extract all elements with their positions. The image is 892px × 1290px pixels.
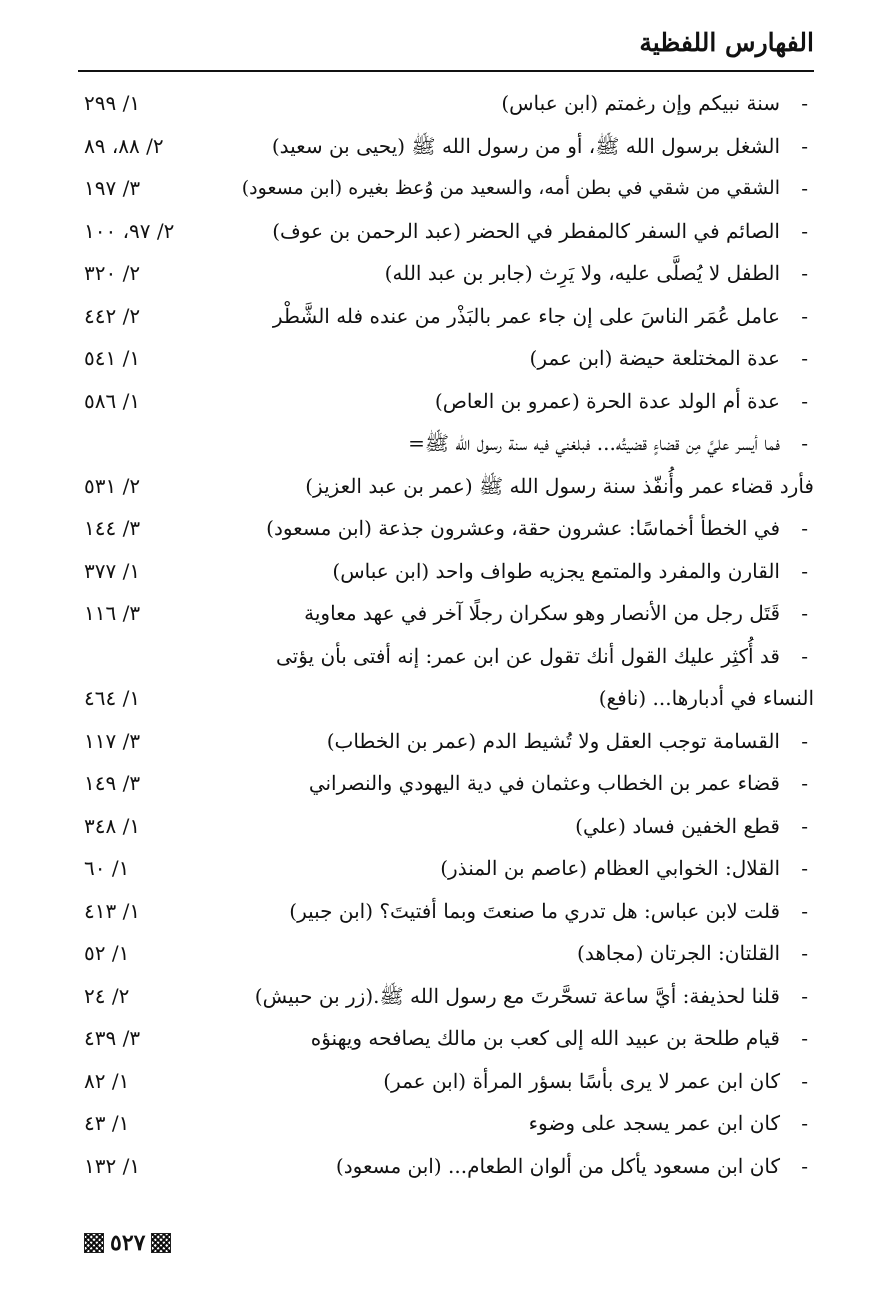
entry-reference: ١/ ٤٣ <box>84 1111 130 1135</box>
entry-reference: ٢/ ٩٧، ١٠٠ <box>84 218 175 243</box>
entry-reference: ١/ ٢٩٩ <box>84 91 141 115</box>
entry-dash: - <box>801 91 808 115</box>
entry-text: كان ابن مسعود يأكل من ألوان الطعام... (ابن مسعود) <box>335 1153 780 1178</box>
index-entry <box>78 677 814 720</box>
entry-reference: ١/ ٥٢ <box>84 941 130 965</box>
entry-text: الشقي من شقي في بطن أمه، والسعيد من وُعظ بغيره (ابن مسعود) <box>241 177 780 199</box>
entry-dash: - <box>801 771 808 795</box>
entry-reference: ٣/ ٤٣٩ <box>84 1026 141 1050</box>
entry-text: في الخطأ أخماسًا: عشرون حقة، وعشرون جذعة (ابن مسعود) <box>266 516 780 540</box>
entry-reference: ١/ ٣٧٧ <box>84 558 141 583</box>
index-entry <box>78 635 814 678</box>
index-entries <box>78 82 814 1187</box>
entry-dash: - <box>801 516 808 540</box>
entry-text: قلت لابن عباس: هل تدري ما صنعتَ وبما أفتيتَ؟ (ابن جبير) <box>289 898 780 923</box>
entry-reference: ٢/ ٣٢٠ <box>84 261 141 285</box>
entry-dash: - <box>801 728 808 753</box>
entry-text: قَتَل رجل من الأنصار وهو سكران رجلًا آخر في عهد معاوية <box>304 601 780 625</box>
entry-dash: - <box>801 813 808 838</box>
entry-reference: ٣/ ١٤٤ <box>84 516 141 540</box>
index-entry <box>78 337 814 380</box>
page-title: الفهارس اللفظية <box>639 28 814 57</box>
entry-dash: - <box>801 346 808 370</box>
entry-reference: ٢/ ٨٨، ٨٩ <box>84 133 164 158</box>
entry-dash: - <box>801 558 808 583</box>
entry-dash: - <box>801 941 808 965</box>
entry-text: القسامة توجب العقل ولا تُشيط الدم (عمر بن الخطاب) <box>326 728 780 753</box>
entry-dash: - <box>801 176 808 200</box>
entry-text: قد أُكثِر عليك القول أنك تقول عن ابن عمر: إنه أفتى بأن يؤتى <box>275 643 780 668</box>
entry-dash: - <box>801 1153 808 1178</box>
entry-text: قطع الخفين فساد (علي) <box>575 813 780 838</box>
entry-dash: - <box>801 133 808 158</box>
entry-dash: - <box>801 983 808 1008</box>
entry-dash: - <box>801 303 808 328</box>
page-number: ٥٢٧ <box>110 1230 146 1256</box>
entry-dash: - <box>801 261 808 285</box>
entry-dash: - <box>801 898 808 923</box>
index-entry <box>78 847 814 890</box>
index-entry <box>78 890 814 933</box>
index-entry <box>78 1102 814 1145</box>
index-entry <box>78 507 814 550</box>
entry-dash: - <box>801 388 808 413</box>
entry-text: الصائم في السفر كالمفطر في الحضر (عبد الرحمن بن عوف) <box>272 218 780 243</box>
entry-dash: - <box>801 431 808 455</box>
ornament-icon <box>84 1233 104 1253</box>
page-header <box>78 28 814 64</box>
index-entry <box>78 762 814 805</box>
entry-dash: - <box>801 1111 808 1135</box>
entry-dash: - <box>801 601 808 625</box>
entry-reference: ١/ ٣٤٨ <box>84 813 141 838</box>
index-entry <box>78 210 814 253</box>
index-entry <box>78 932 814 975</box>
entry-reference: ١/ ٨٢ <box>84 1068 130 1093</box>
entry-reference: ٢/ ٤٤٢ <box>84 303 141 328</box>
entry-text: عامل عُمَر الناسَ على إن جاء عمر بالبَذْر من عنده فله الشَّطْر <box>272 303 780 328</box>
entry-text: عدة أم الولد عدة الحرة (عمرو بن العاص) <box>434 388 780 413</box>
entry-reference: ٣/ ١١٦ <box>84 601 141 625</box>
ornament-icon <box>151 1233 171 1253</box>
entry-text: القلتان: الجرتان (مجاهد) <box>577 941 780 965</box>
entry-text: فأرد قضاء عمر وأُنفّذ سنة رسول الله ﷺ (عمر بن عبد العزيز) <box>305 473 814 498</box>
entry-reference: ١/ ٥٤١ <box>84 346 141 370</box>
index-entry <box>78 592 814 635</box>
entry-dash: - <box>801 643 808 668</box>
index-entry <box>78 720 814 763</box>
index-entry <box>78 1060 814 1103</box>
index-entry <box>78 295 814 338</box>
entry-text: قضاء عمر بن الخطاب وعثمان في دية اليهودي والنصراني <box>308 771 780 795</box>
entry-reference: ١/ ١٣٢ <box>84 1153 141 1178</box>
entry-reference: ١/ ٥٨٦ <box>84 388 141 413</box>
entry-text: قلنا لحذيفة: أيَّ ساعة تسحَّرتَ مع رسول الله ﷺ.(زر بن حبيش) <box>254 983 780 1008</box>
entry-reference: ٢/ ٢٤ <box>84 983 130 1008</box>
entry-reference: ٢/ ٥٣١ <box>84 473 141 498</box>
entry-text: كان ابن عمر يسجد على وضوء <box>528 1111 780 1135</box>
entry-text: قيام طلحة بن عبيد الله إلى كعب بن مالك يصافحه ويهنؤه <box>310 1026 780 1050</box>
entry-dash: - <box>801 218 808 243</box>
entry-text: عدة المختلعة حيضة (ابن عمر) <box>529 346 780 370</box>
index-entry <box>78 975 814 1018</box>
entry-reference: ١/ ٤٦٤ <box>84 686 141 710</box>
entry-text: الطفل لا يُصلَّى عليه، ولا يَرِث (جابر بن عبد الله) <box>384 261 780 285</box>
index-entry <box>78 465 814 508</box>
entry-dash: - <box>801 1026 808 1050</box>
entry-reference: ١/ ٦٠ <box>84 856 130 880</box>
index-entry <box>78 125 814 168</box>
entry-reference: ٣/ ١٤٩ <box>84 771 141 795</box>
entry-dash: - <box>801 1068 808 1093</box>
entry-reference: ١/ ٤١٣ <box>84 898 141 923</box>
index-entry <box>78 422 814 465</box>
entry-text: النساء في أدبارها... (نافع) <box>598 686 814 710</box>
index-entry <box>78 82 814 125</box>
entry-reference: ٣/ ١١٧ <box>84 728 141 753</box>
index-entry <box>78 252 814 295</box>
index-entry <box>78 380 814 423</box>
header-divider <box>78 70 814 72</box>
entry-dash: - <box>801 856 808 880</box>
index-entry <box>78 167 814 210</box>
entry-text: فما أيسر عليَّ مِن قضاءٍ قضيتُه... فبلغني فيه سنة رسول الله ﷺ= <box>408 431 780 455</box>
entry-text: القلال: الخوابي العظام (عاصم بن المنذر) <box>440 856 780 880</box>
entry-text: الشغل برسول الله ﷺ، أو من رسول الله ﷺ (يحيى بن سعيد) <box>271 133 780 158</box>
entry-text: كان ابن عمر لا يرى بأسًا بسؤر المرأة (ابن عمر) <box>383 1068 780 1093</box>
entry-text: القارن والمفرد والمتمع يجزيه طواف واحد (ابن عباس) <box>332 558 780 583</box>
index-entry <box>78 1145 814 1188</box>
index-entry <box>78 805 814 848</box>
entry-reference: ٣/ ١٩٧ <box>84 176 141 200</box>
page-footer <box>84 1230 171 1256</box>
index-entry <box>78 550 814 593</box>
entry-text: سنة نبيكم وإن رغمتم (ابن عباس) <box>501 91 780 115</box>
index-entry <box>78 1017 814 1060</box>
